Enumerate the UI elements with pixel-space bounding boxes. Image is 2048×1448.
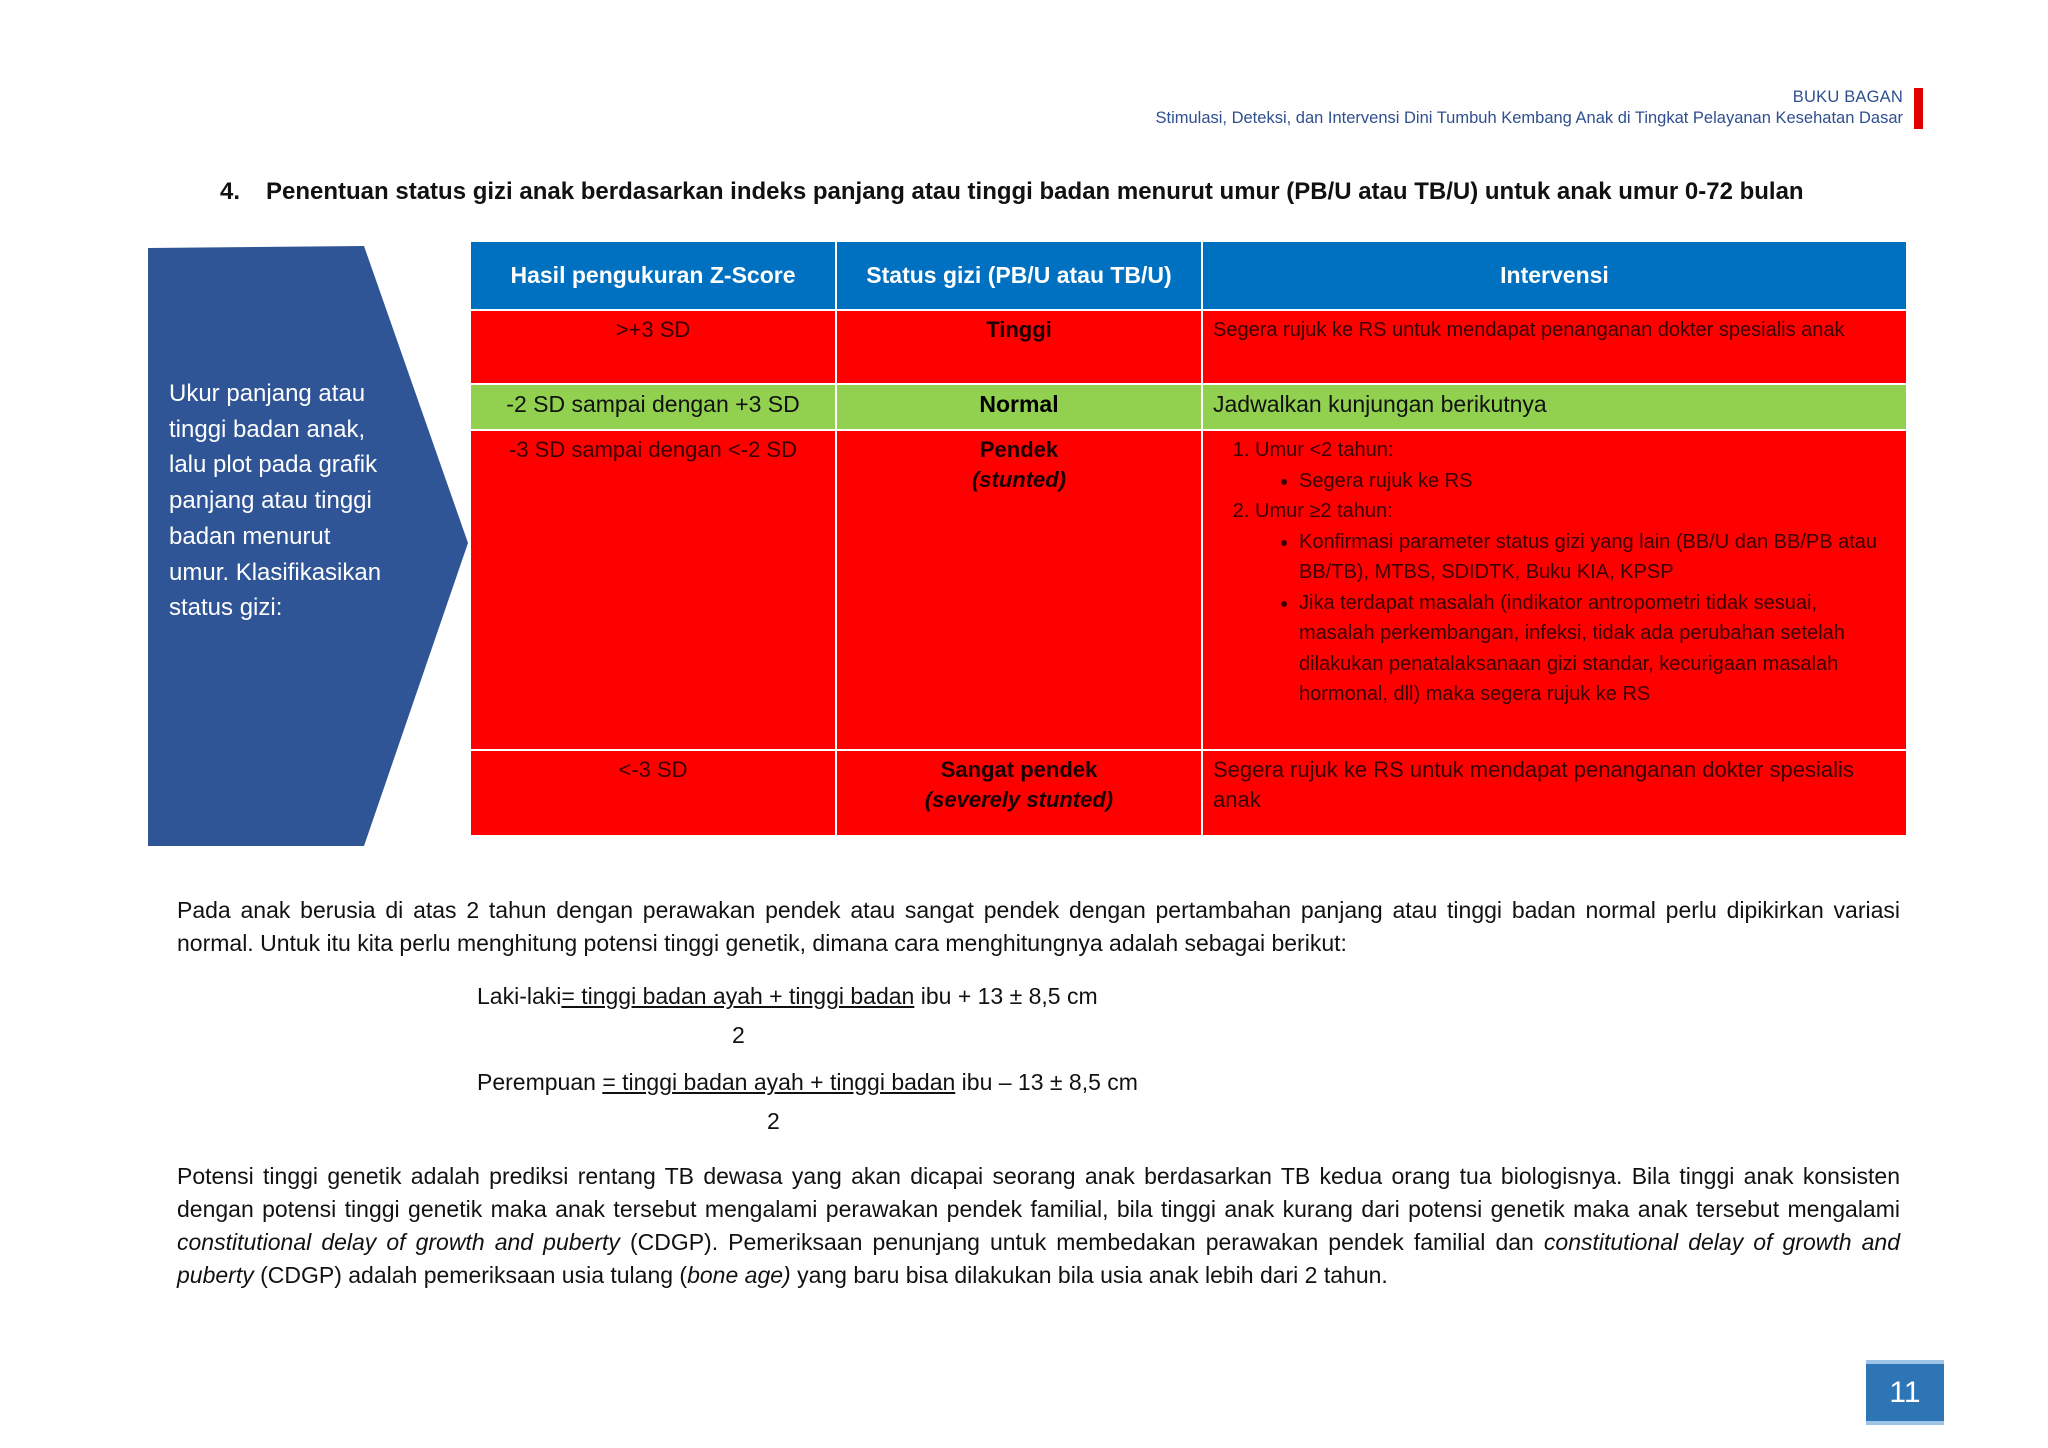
- status-sublabel: (stunted): [971, 467, 1067, 492]
- bullet-list: [1255, 527, 1896, 710]
- status-gizi-table: [469, 240, 1908, 837]
- list-item: [1255, 496, 1896, 710]
- bullet-item: • Konfirmasi parameter status gizi yang lain (BB/U dan BB/PB atau BB/TB), MTBS, SDIDTK, Buku KIA, KPSP: [1299, 527, 1896, 588]
- table-row-tinggi: [470, 310, 1907, 384]
- status-sublabel: (severely stunted): [924, 787, 1114, 812]
- text-run-italic: constitutional delay of growth and puberty: [177, 1229, 620, 1255]
- table-row-sangat-pendek: [470, 750, 1907, 836]
- intervensi-list: [1213, 435, 1896, 710]
- list-item-label: Umur ≥2 tahun:: [1255, 500, 1393, 522]
- status-cell: Tinggi: [836, 310, 1202, 384]
- table-row-pendek: [470, 430, 1907, 750]
- running-header: [1155, 88, 1903, 128]
- zscore-cell: <-3 SD: [470, 750, 836, 836]
- bullet-list: [1255, 466, 1896, 497]
- formula-denominator: 2: [767, 1108, 780, 1134]
- book-subtitle: Stimulasi, Deteksi, dan Intervensi Dini Tumbuh Kembang Anak di Tingkat Pelayanan Kesehatan Dasar: [1155, 109, 1903, 127]
- formula-label: Perempuan: [477, 1069, 596, 1095]
- formula-denominator: 2: [732, 1022, 745, 1048]
- text-run: Potensi tinggi genetik adalah prediksi rentang TB dewasa yang akan dicapai seorang anak berdasarkan TB kedua orang tua biologisnya. Bila tinggi anak konsisten dengan potensi tinggi genetik maka anak tersebut mengalami perawakan pendek familial, bila tinggi anak kurang dari potensi genetik maka anak tersebut mengalami: [177, 1163, 1900, 1222]
- formula-rest: ibu – 13 ± 8,5 cm: [955, 1069, 1138, 1095]
- section-number: 4.: [220, 178, 241, 205]
- intervensi-cell: [1202, 430, 1907, 750]
- text-run: (CDGP) adalah pemeriksaan usia tulang (: [253, 1262, 688, 1288]
- book-title: BUKU BAGAN: [1792, 88, 1903, 106]
- intervensi-cell: Jadwalkan kunjungan berikutnya: [1202, 384, 1907, 430]
- header-zscore: Hasil pengukuran Z-Score: [470, 241, 836, 310]
- page-number: 11: [1866, 1360, 1944, 1425]
- formula-numerator: = tinggi badan ayah + tinggi badan: [561, 983, 915, 1009]
- table-header-row: [470, 241, 1907, 310]
- list-item: [1255, 435, 1896, 496]
- intervensi-cell: Segera rujuk ke RS untuk mendapat penanganan dokter spesialis anak: [1202, 750, 1907, 836]
- bullet-item: • Jika terdapat masalah (indikator antropometri tidak sesuai, masalah perkembangan, infeksi, tidak ada perubahan setelah dilakukan penatalaksanaan gizi standar, kecurigaan masalah hormonal, dll) maka segera rujuk ke RS: [1299, 588, 1896, 710]
- intervensi-cell: Segera rujuk ke RS untuk mendapat penanganan dokter spesialis anak: [1202, 310, 1907, 384]
- formula-male: [477, 980, 1098, 1013]
- arrow-instruction-text: Ukur panjang atau tinggi badan anak, lalu plot pada grafik panjang atau tinggi badan menurut umur. Klasifikasikan status gizi:: [169, 380, 382, 622]
- status-cell: Normal: [836, 384, 1202, 430]
- formula-rest: ibu + 13 ± 8,5 cm: [914, 983, 1098, 1009]
- list-item-label: Umur <2 tahun:: [1255, 439, 1394, 461]
- text-run-italic: bone age): [687, 1262, 791, 1288]
- header-intervensi: Intervensi: [1202, 241, 1907, 310]
- bullet-item: • Segera rujuk ke RS: [1299, 466, 1896, 497]
- section-title-text: Penentuan status gizi anak berdasarkan indeks panjang atau tinggi badan menurut umur (PB/U atau TB/U) untuk anak umur 0-72 bulan: [266, 178, 1804, 205]
- status-label: Sangat pendek: [940, 757, 1098, 782]
- header-status: Status gizi (PB/U atau TB/U): [836, 241, 1202, 310]
- paragraph-variasi-normal: Pada anak berusia di atas 2 tahun dengan perawakan pendek atau sangat pendek dengan pertambahan panjang atau tinggi badan normal perlu dipikirkan variasi normal. Untuk itu kita perlu menghitung potensi tinggi genetik, dimana cara menghitungnya adalah sebagai berikut:: [177, 897, 1900, 956]
- header-accent-bar: [1914, 88, 1923, 129]
- formula-label: Laki-laki: [477, 983, 562, 1009]
- text-run: (CDGP). Pemeriksaan penunjang untuk membedakan perawakan pendek familial dan: [619, 1229, 1544, 1255]
- text-run: yang baru bisa dilakukan bila usia anak lebih dari 2 tahun.: [790, 1262, 1388, 1288]
- zscore-cell: -3 SD sampai dengan <-2 SD: [470, 430, 836, 750]
- formula-female: [477, 1066, 1138, 1099]
- section-title: [220, 178, 1804, 206]
- status-cell: [836, 750, 1202, 836]
- zscore-cell: >+3 SD: [470, 310, 836, 384]
- table-row-normal: [470, 384, 1907, 430]
- status-cell: [836, 430, 1202, 750]
- text-run-italic: constitutional delay of growth and puberty: [177, 1229, 1900, 1288]
- formula-numerator: = tinggi badan ayah + tinggi badan: [602, 1069, 956, 1095]
- status-label: Pendek: [979, 437, 1059, 462]
- paragraph-potensi-genetik: [177, 1160, 1900, 1292]
- zscore-cell: -2 SD sampai dengan +3 SD: [470, 384, 836, 430]
